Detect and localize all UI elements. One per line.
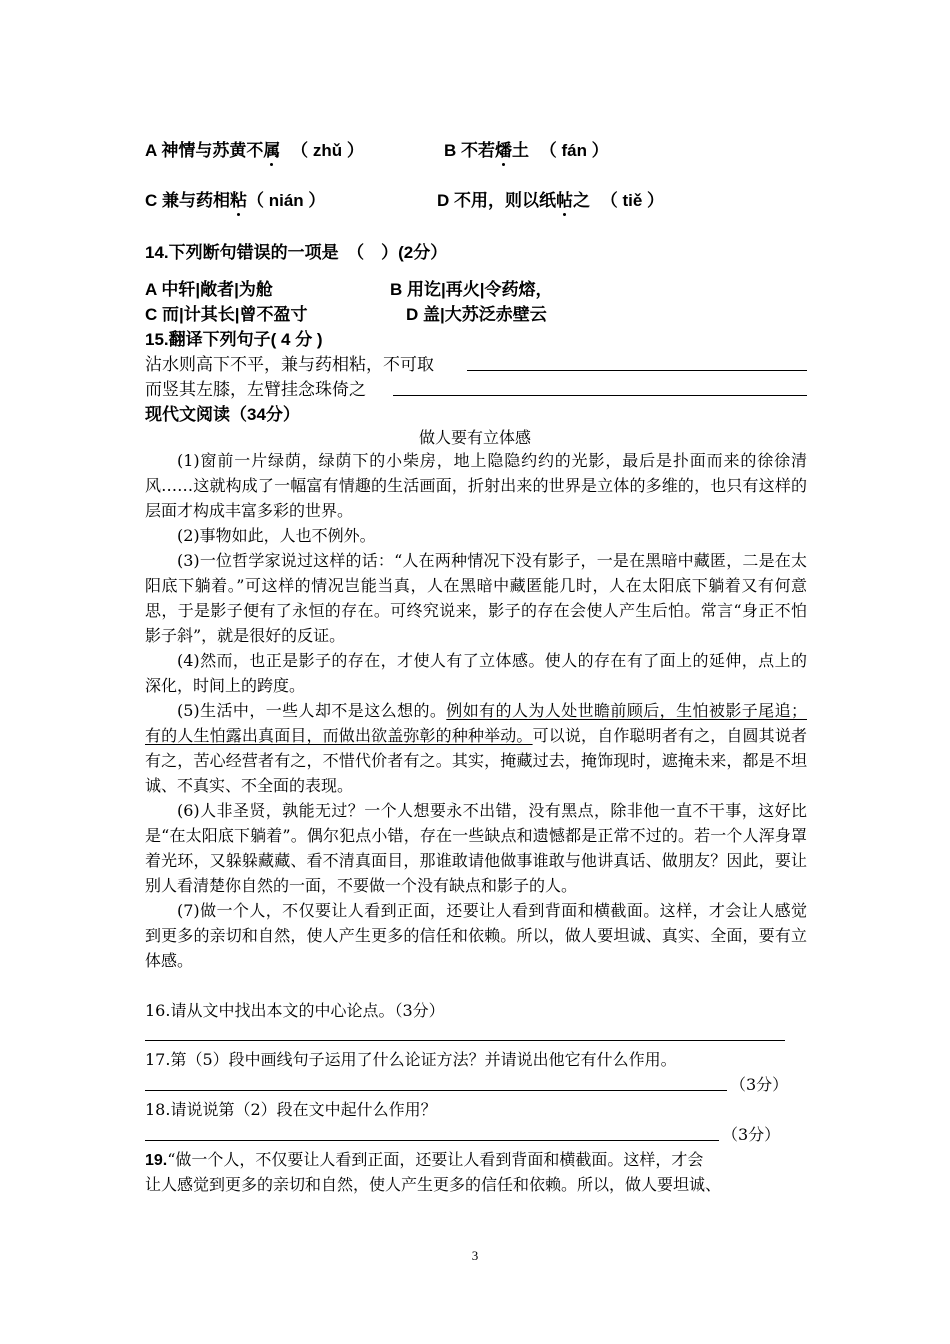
q18-score: （3分） xyxy=(722,1125,781,1144)
q13-option-c xyxy=(145,186,325,211)
q13-d-text: D 不用，则以纸 xyxy=(437,191,556,210)
q13-c-text: C 兼与药相 xyxy=(145,191,230,210)
q14-option-d: D 盖|大苏泛赤壁云 xyxy=(406,305,547,324)
page-number: 3 xyxy=(471,1248,479,1263)
q17-score: （3分） xyxy=(730,1075,789,1094)
paragraph-5-underlined-sentence: 例如有的人为人处世瞻前顾后，生怕被影子尾追；有的人生怕露出真面目，而做出欲盖弥彰的种种举动。 xyxy=(145,701,807,745)
paragraph-3: (3)一位哲学家说过这样的话：“人在两种情况下没有影子，一是在黑暗中藏匿，二是在太阳底下躺着。”可这样的情况岂能当真，人在黑暗中藏匿能几时，人在太阳底下躺着又有何意思，于是影子便有了永恒的存在。可终究说来，影子的存在会使人产生后怕。常言“身正不怕影子斜”，就是很好的反证。 xyxy=(145,551,807,645)
q19-number: 19. xyxy=(145,1152,168,1169)
article-title: 做人要有立体感 xyxy=(418,428,531,447)
paragraph-7: (7)做一个人，不仅要让人看到正面，还要让人看到背面和横截面。这样，才会让人感觉到更多的亲切和自然，使人产生更多的信任和依赖。所以，做人要坦诚、真实、全面，要有立体感。 xyxy=(145,901,807,970)
q18-stem: 18.请说说第（2）段在文中起什么作用？ xyxy=(145,1100,437,1119)
q13-option-a xyxy=(145,136,364,161)
q13-d-text-post: 之 xyxy=(573,191,590,210)
q13-d-pinyin: （ tiě ） xyxy=(600,191,665,210)
q13-b-text: B 不若 xyxy=(444,141,495,160)
q15-answer-line-2[interactable] xyxy=(393,395,807,396)
q15-sentence-2: 而竖其左膝，左臂挂念珠倚之 xyxy=(145,380,366,399)
q19-quote-line-2: 让人感觉到更多的亲切和自然，使人产生更多的信任和依赖。所以，做人要坦诚、 xyxy=(145,1175,722,1194)
q14-stem: 14.下列断句错误的一项是 （ ）(2分） xyxy=(145,243,448,262)
q13-c-keychar: 粘 xyxy=(230,191,247,210)
q13-option-b xyxy=(444,136,609,161)
paragraph-5 xyxy=(145,698,807,798)
q15-stem: 15.翻译下列句子( 4 分 ) xyxy=(145,330,323,349)
q15-sentence-1: 沾水则高下不平，兼与药相粘，不可取 xyxy=(145,355,434,374)
paragraph-1: (1)窗前一片绿荫，绿荫下的小柴房，地上隐隐约约的光影，最后是扑面而来的徐徐清风……这就构成了一幅富有情趣的生活画面，折射出来的世界是立体的多维的，也只有这样的层面才构成丰富多彩的世界。 xyxy=(145,451,807,520)
q13-c-pinyin: （ nián ） xyxy=(247,191,326,210)
article-body xyxy=(145,448,807,973)
q13-b-text-post: 土 xyxy=(512,141,529,160)
paragraph-6: (6)人非圣贤，孰能无过？一个人想要永不出错，没有黑点，除非他一直不干事，这好比是“在太阳底下躺着”。偶尔犯点小错，存在一些缺点和遗憾都是正常不过的。若一个人浑身罩着光环，又躲躲藏藏、看不清真面目，那谁敢请他做事谁敢与他讲真话、做朋友？因此，要让别人看清楚你自然的一面，不要做一个没有缺点和影子的人。 xyxy=(145,801,807,895)
q13-a-keychar: 属 xyxy=(263,141,281,160)
paragraph-5-lead: (5)生活中，一些人却不是这么想的。 xyxy=(177,701,447,720)
q17-answer-line[interactable] xyxy=(145,1090,727,1091)
q17-stem: 17.第（5）段中画线句子运用了什么论证方法？并请说出他它有什么作用。 xyxy=(145,1050,677,1069)
q13-option-d xyxy=(437,186,664,211)
q19-quote-line-1: “做一个人，不仅要让人看到正面，还要让人看到背面和横截面。这样，才会 xyxy=(167,1150,704,1169)
section-heading: 现代文阅读（34分） xyxy=(145,405,300,424)
q13-d-keychar: 帖 xyxy=(556,191,573,210)
q13-a-pinyin: （ zhǔ ） xyxy=(291,141,364,160)
q19-line-1 xyxy=(145,1147,703,1170)
paragraph-5-rest: 可以说，自作聪明者有之，自圆其说者有之，苦心经营者有之，不惜代价者有之。其实，掩藏过去，掩饰现时，遮掩未来，都是不坦诚、不真实、不全面的表现。 xyxy=(145,726,807,795)
q18-answer-line[interactable] xyxy=(145,1140,719,1141)
q14-option-a: A 中轩|敞者|为舱 xyxy=(145,280,273,299)
q16-stem: 16.请从文中找出本文的中心论点。（3分） xyxy=(145,1001,445,1020)
q15-answer-line-1[interactable] xyxy=(467,370,807,371)
q14-option-c: C 而|计其长|曾不盈寸 xyxy=(145,305,308,324)
q14-option-b: B 用讫|再火|令药熔， xyxy=(390,280,553,299)
q13-b-pinyin: （ fán ） xyxy=(539,141,609,160)
paragraph-2: (2)事物如此，人也不例外。 xyxy=(177,526,376,545)
paragraph-4: (4)然而，也正是影子的存在，才使人有了立体感。使人的存在有了面上的延伸，点上的深化，时间上的跨度。 xyxy=(145,651,807,695)
q13-b-keychar: 燔 xyxy=(495,141,512,160)
q13-a-text: A 神情与苏黄不 xyxy=(145,141,264,160)
q16-answer-line[interactable] xyxy=(145,1040,785,1041)
